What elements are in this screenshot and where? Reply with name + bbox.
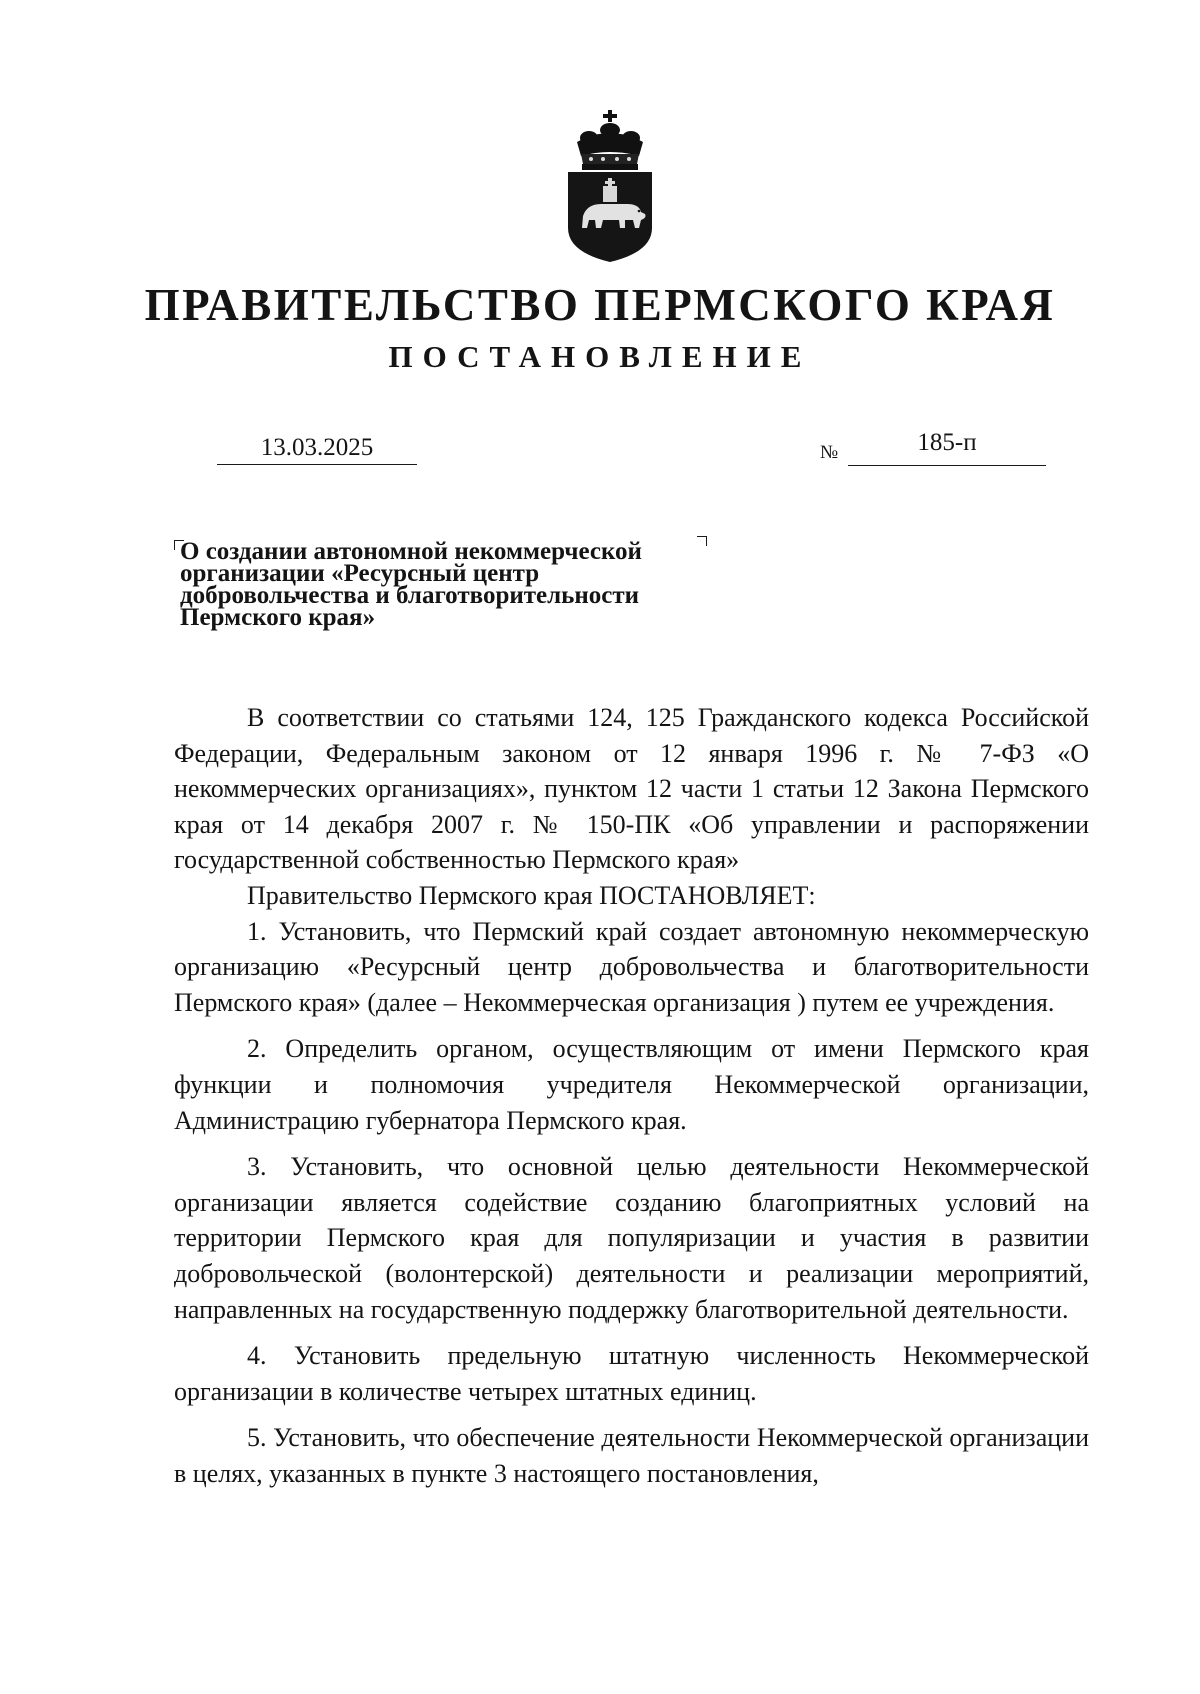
document-number-field bbox=[820, 422, 1046, 466]
date-underline bbox=[217, 464, 417, 465]
preamble-paragraph: В соответствии со статьями 124, 125 Гражданского кодекса Российской Федерации, Федеральным законом от 12 января 1996 г. № 7-ФЗ «О некоммерческих организациях», пунктом 12 части 1 статьи 12 Закона Пермского края от 14 декабря 2007 г. № 150-ПК «Об управлении и распоряжении государственной собственностью Пермского края» bbox=[174, 703, 1089, 875]
number-underline bbox=[848, 465, 1046, 466]
paragraph-5: 5. Установить, что обеспечение деятельности Некоммерческой организации в целях, указанных в пункте 3 настоящего постановления, bbox=[174, 1423, 1089, 1488]
document-date-field bbox=[217, 425, 417, 465]
subject-line: добровольчества и благотворительности bbox=[180, 582, 640, 609]
resolution-clause: Правительство Пермского края ПОСТАНОВЛЯЕТ: bbox=[247, 880, 816, 910]
perm-krai-coat-of-arms-icon bbox=[565, 110, 655, 262]
subject-line: Пермского края» bbox=[180, 604, 376, 631]
subject-line: организации «Ресурсный центр bbox=[180, 560, 540, 587]
paragraph-2: 2. Определить органом, осуществляющим от имени Пермского края функции и полномочия учредителя Некоммерческой организации, Администрацию губернатора Пермского края. bbox=[174, 1034, 1089, 1135]
document-subject bbox=[180, 538, 720, 631]
paragraph-4: 4. Установить предельную штатную численность Некоммерческой организации в количестве четырех штатных единиц. bbox=[174, 1341, 1089, 1406]
paragraph-3: 3. Установить, что основной целью деятельности Некоммерческой организации является содействие созданию благоприятных условий на территории Пермского края для популяризации и участия в развитии добровольческой (волонтерской) деятельности и реализации мероприятий, направленных на государственную поддержку благотворительной деятельности. bbox=[174, 1152, 1089, 1324]
document-type: ПОСТАНОВЛЕНИЕ bbox=[388, 339, 812, 374]
paragraph-1: 1. Установить, что Пермский край создает автономную некоммерческую организацию «Ресурсный центр добровольчества и благотворительности Пермского края» (далее – Некоммерческая организация ) путем ее учреждения. bbox=[174, 916, 1089, 1017]
number-sign: № bbox=[820, 442, 839, 463]
document-date: 13.03.2025 bbox=[260, 434, 374, 461]
subject-line: О создании автономной некоммерческой bbox=[180, 538, 642, 565]
organization-name: ПРАВИТЕЛЬСТВО ПЕРМСКОГО КРАЯ bbox=[144, 280, 1056, 330]
document-number: 185-п bbox=[917, 429, 977, 456]
document-body bbox=[174, 700, 1089, 1491]
